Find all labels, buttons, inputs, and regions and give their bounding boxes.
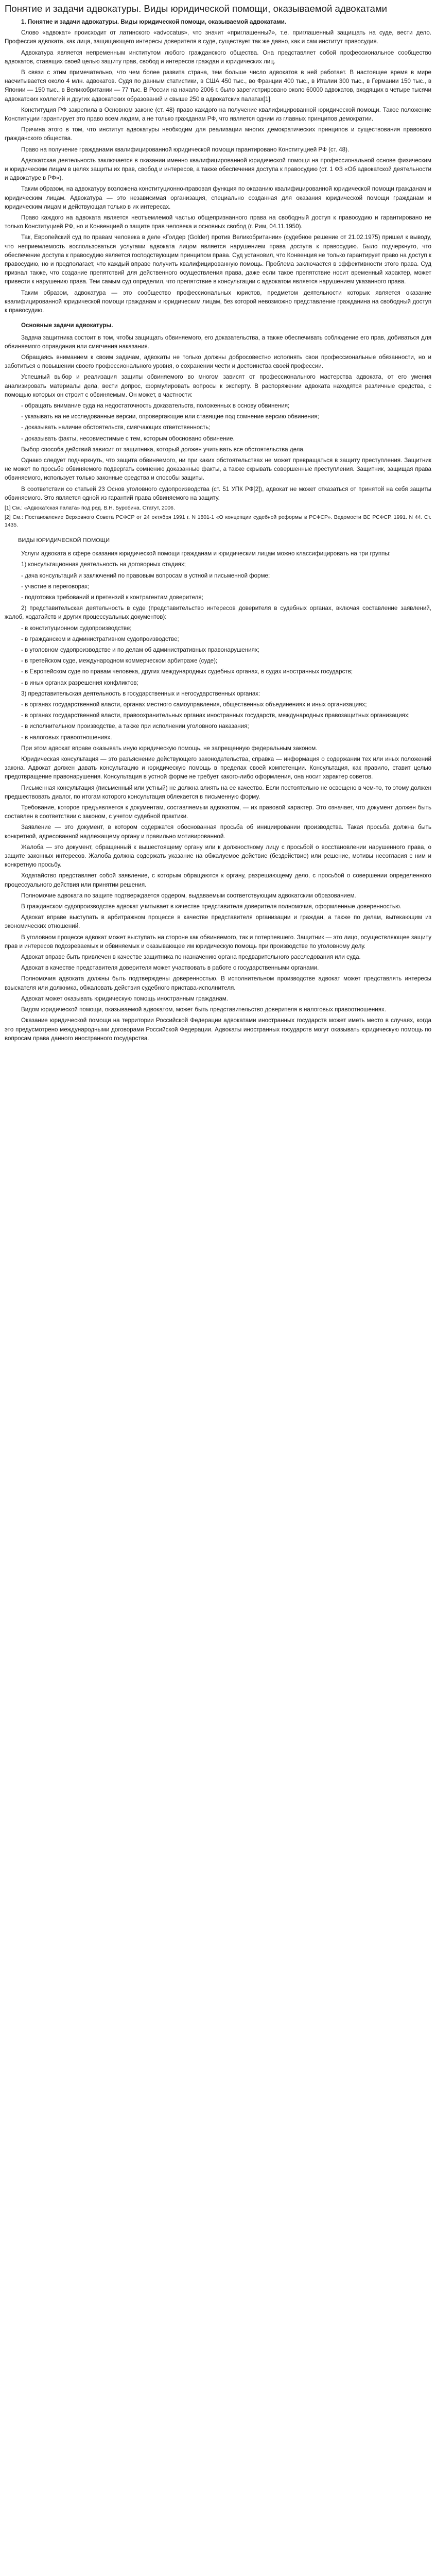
list-item: - указывать на не исследованные версии, опровергающие или ставящие под сомнение версию обвинения; [21,413,319,420]
section-heading: Основные задачи адвокатуры. [21,322,113,329]
list-item: - участие в переговорах; [21,583,90,590]
list-item: - дача консультаций и заключений по правовым вопросам в устной и письменной форме; [21,572,270,579]
paragraph: Конституция РФ закрепила в Основном законе (ст. 48) право каждого на получение квалифицированной юридической помощи. Такое положение Конституции гарантирует это право всем людям, а не только гражданам РФ, что является одним из главных принципов демократии. [5,106,431,123]
paragraph: Требование, которое предъявляется к документам, составляемым адвокатом, — их правовой характер. Это означает, что документ должен быть составлен в соответствии с законом, с учетом судебной практики. [5,804,431,820]
paragraph: Так, Европейский суд по правам человека в деле «Голдер (Golder) против Великобритании» (судебное решение от 21.02.1975) пришел к выводу, что неприемлемость воспользоваться услугами адвоката лицом является нарушением права доступа к правосудию. Было подчеркнуто, что обеспечение доступа к правосудию является господствующим принципом права. Суд установил, что Конвенция не только гарантирует право на доступ к правосудию, но и предполагает, что каждый вправе получить квалифицированную помощь. Проблема заключается в эффективности этого права. Суд признал также, что создание препятствий для действенного осуществления права, даже если такое препятствие носит временный характер, может привести к нарушению права. Тем самым суд определил, что препятствие в консультации с адвокатом является нарушением указанного права. [5,234,431,285]
paragraph: В гражданском судопроизводстве адвокат учитывает в качестве представителя доверителя полномочия, оформленные доверенностью. [21,903,402,910]
paragraph: Заявление — это документ, в котором содержатся обоснованная просьба об инициировании производства. Такая просьба должна быть конкретной, адресованной надлежащему органу и правильно мотивированной. [5,824,431,840]
paragraph: Адвокатская деятельность заключается в оказании именно квалифицированной юридической помощи на профессиональной основе физическим и юридическим лицам в целях защиты их прав, свобод и интересов, а также обеспечения доступа к правосудию (ст. 1 ФЗ «Об адвокатской деятельности и адвокатуре в РФ»). [5,157,431,182]
paragraph: Письменная консультация (письменный или устный) не должна влиять на ее качество. Если постоятельно не освещено в чем-то, то этому должен предшествовать диалог, по итогам которого консультация облекается в письменную форму. [5,784,431,800]
list-item: 3) представительская деятельность в государственных и негосударственных органах: [21,690,260,697]
footnote: [2] См.: Постановление Верховного Совета РСФСР от 24 октября 1991 г. N 1801-1 «О концепции судебной реформы в РСФСР». Ведомости ВС РСФСР. 1991. N 44. Ст. 1435. [5,514,431,528]
paragraph: При этом адвокат вправе оказывать иную юридическую помощь, не запрещенную федеральным законом. [21,744,318,752]
list-item: - в иных органах разрешения конфликтов; [21,679,138,686]
page-title: Понятие и задачи адвокатуры. Виды юридической помощи, оказываемой адвокатами [5,3,388,14]
paragraph: Жалоба — это документ, обращенный к вышестоящему органу или к должностному лицу с просьбой о восстановлении нарушенного права, о защите законных интересов. Жалоба должна содержать указание на обжалуемое действие (бездействие) или решение, мотивы несогласия с ним и конкретную просьбу. [5,843,431,869]
list-item: - в исполнительном производстве, а также при исполнении уголовного наказания; [21,723,249,730]
paragraph: Таким образом, на адвокатуру возложена конституционно-правовая функция по оказанию квалифицированной юридической помощи гражданам и юридическим лицам. Адвокатура — это независимая организация, специально созданная для оказания юридической помощи гражданам и юридическим лицам и действующая только в их интересах. [5,185,431,210]
paragraph: Адвокат в качестве представителя доверителя может участвовать в работе с государственными органами. [21,964,319,972]
paragraph: Задача защитника состоит в том, чтобы защищать обвиняемого, его доказательства, а также обеспечивать соблюдение его прав, добиваться для обвиняемого оправдания или смягчения наказания. [5,334,431,350]
paragraph: Юридическая консультация — это разъяснение действующего законодательства, справка — информация о содержании тех или иных положений закона. Адвокат должен давать консультацию и юридическую помощь в пределах своей компетенции. Консультация, как правило, ставит целью предотвращение правонарушения. Консультация в устной форме не требует какого-либо оформления, она носит характер советов. [5,756,431,781]
paragraph: Ходатайство представляет собой заявление, с которым обращаются к органу, разрешающему дело, с просьбой о совершении определенного процессуального действия или принятии решения. [5,872,431,888]
paragraph: Полномочия адвоката должны быть подтверждены доверенностью. В исполнительном производстве адвокат может представлять интересы взыскателя или должника, обжаловать действия судебного пристава-исполнителя. [5,975,431,991]
list-item: - в органах государственной власти, правоохранительных органах иностранных государств, международных правозащитных организациях; [21,712,410,719]
paragraph: Успешный выбор и реализация защиты обвиняемого во многом зависят от профессионального мастерства адвоката, от его умения анализировать материалы дела, вести допрос, формулировать вопросы к эксперту. В распоряжении адвоката находятся различные средства, с помощью которых он строит с обвиняемым. Он может, в частности: [5,374,431,398]
paragraph: Адвокат вправе быть привлечен в качестве защитника по назначению органа предварительного расследования или суда. [21,954,361,961]
paragraph: Выбор способа действий зависит от защитника, который должен учитывать все обстоятельства дела. [21,446,305,453]
section-heading: ВИДЫ ЮРИДИЧЕСКОЙ ПОМОЩИ [18,537,110,544]
paragraph: Оказание юридической помощи на территории Российской Федерации адвокатами иностранных государств может иметь место в случаях, когда это предусмотрено международными договорами Российской Федерации. Адвокаты иностранных государств могут оказывать юридическую помощь по вопросам права данного иностранного государства. [5,1017,431,1042]
paragraph: Полномочие адвоката по защите подтверждается ордером, выдаваемым соответствующим адвокатским образованием. [21,892,356,899]
paragraph: Обращаясь вниманием к своим задачам, адвокаты не только должны добросовестно исполнять свои профессиональные обязанности, но и заботиться о повышении своего профессионального уровня, о сохранении чести и достоинства своей профессии. [5,353,431,370]
paragraph: В связи с этим примечательно, что чем более развита страна, тем больше число адвокатов в ней работает. В настоящее время в мире насчитывается около 4 млн. адвокатов. Судя по данным статистики, в США 450 тыс., во Франции 400 тыс., в Италии 300 тыс., в Германии 150 тыс., в Японии — 150 тыс., в Великобритании — 77 тыс. В России на начало 2006 г. было зарегистрировано около 60000 адвокатов, входящих в четыре тысячи адвокатских коллегий и других адвокатских образований и свыше 250 в адвокатских палатах[1]. [5,69,431,103]
document-page [0,0,436,1055]
list-item: - обращать внимание суда на недостаточность доказательств, положенных в основу обвинения; [21,402,290,409]
list-item: 2) представительская деятельность в суде (представительство интересов доверителя в судебных органах, включая составление заявлений, жалоб, ходатайств и других процессуальных документов): [5,605,431,621]
paragraph: Таким образом, адвокатура — это сообщество профессиональных юристов, предметом деятельности которых является оказание квалифицированной юридической помощи гражданам и юридическим лицам, без которой невозможно представление гражданина на свободный доступ к правосудию. [5,289,431,314]
list-item: - в налоговых правоотношениях. [21,734,112,741]
list-item: - в конституционном судопроизводстве; [21,624,132,632]
document-body [5,18,431,1043]
paragraph: Видом юридической помощи, оказываемой адвокатом, может быть представительство доверителя в налоговых правоотношениях. [21,1006,387,1013]
section-heading: 1. Понятие и задачи адвокатуры. Виды юридической помощи, оказываемой адвокатами. [21,19,287,25]
paragraph: В уголовном процессе адвокат может выступать на стороне как обвиняемого, так и потерпевшего. Защитник — это лицо, осуществляющее защиту прав и интересов подозреваемых и обвиняемых и оказывающее им юридическую помощь при производстве по уголовному делу. [5,934,431,950]
paragraph: Право на получение гражданами квалифицированной юридической помощи гарантировано Конституцией РФ (ст. 48). [21,146,350,153]
list-item: - в уголовном судопроизводстве и по делам об административных правонарушениях; [21,646,259,653]
list-item: - в Европейском суде по правам человека, других международных судебных органах, в судах иностранных государств; [21,668,353,675]
paragraph: Однако следует подчеркнуть, что защита обвиняемого, ни при каких обстоятельствах не может превращаться в защиту преступления. Защитник не может по просьбе обвиняемого подвергать сомнению доказанные факты, а также скрывать совершенные преступления. Защитник, защищая права обвиняемого, использует только законные средства и способы защиты. [5,456,431,482]
paragraph: Слово «адвокат» происходит от латинского «advocatus», что значит «приглашенный», т.е. приглашенный защищать на суде, вести дело. Профессия адвоката, как лица, защищающего интересы доверителя в суде, существует так же давно, как и сам институт правосудия. [5,29,431,45]
paragraph: Адвокат вправе выступать в арбитражном процессе в качестве представителя организации и граждан, а также по делам, вытекающим из экономических отношений. [5,914,431,930]
list-item: - доказывать наличие обстоятельств, смягчающих ответственность; [21,424,211,431]
paragraph: В соответствии со статьей 23 Основ уголовного судопроизводства (ст. 51 УПК РФ[2]), адвокат не может отказаться от принятой на себя защиты обвиняемого. Это является одной из гарантий права обвиняемого на защиту. [5,485,431,501]
footnote: [1] См.: «Адвокатская палата» под ред. В.Н. Буробина. Статут, 2006. [5,505,175,511]
paragraph: Адвокат может оказывать юридическую помощь иностранным гражданам. [21,995,228,1002]
list-item: - в гражданском и административном судопроизводстве; [21,635,179,642]
list-item: - подготовка требований и претензий к контрагентам доверителя; [21,594,203,601]
list-item: - в органах государственной власти, органах местного самоуправления, общественных объединениях и иных организациях; [21,701,367,708]
paragraph: Причина этого в том, что институт адвокатуры необходим для реализации многих демократических принципов и существования правового гражданского общества. [5,126,431,142]
paragraph: Услуги адвоката в сфере оказания юридической помощи гражданам и юридическим лицам можно классифицировать на три группы: [21,550,391,557]
list-item: 1) консультационная деятельность на договорных стадиях; [21,561,186,568]
list-item: - в третейском суде, международном коммерческом арбитраже (суде); [21,657,218,665]
list-item: - доказывать факты, несовместимые с тем, которым обосновано обвинение. [21,435,235,442]
paragraph: Адвокатура является непременным институтом любого гражданского общества. Она представляет собой профессиональное сообщество адвокатов, ставящих своей целью защиту прав, свобод и интересов граждан и юридических лиц. [5,49,431,65]
paragraph: Право каждого на адвоката является неотъемлемой частью общепризнанного права на свободный доступ к правосудию и гарантировано не только Конституцией РФ, но и Конвенцией о защите прав человека и основных свобод (г. Рим, 04.11.1950). [5,214,431,230]
